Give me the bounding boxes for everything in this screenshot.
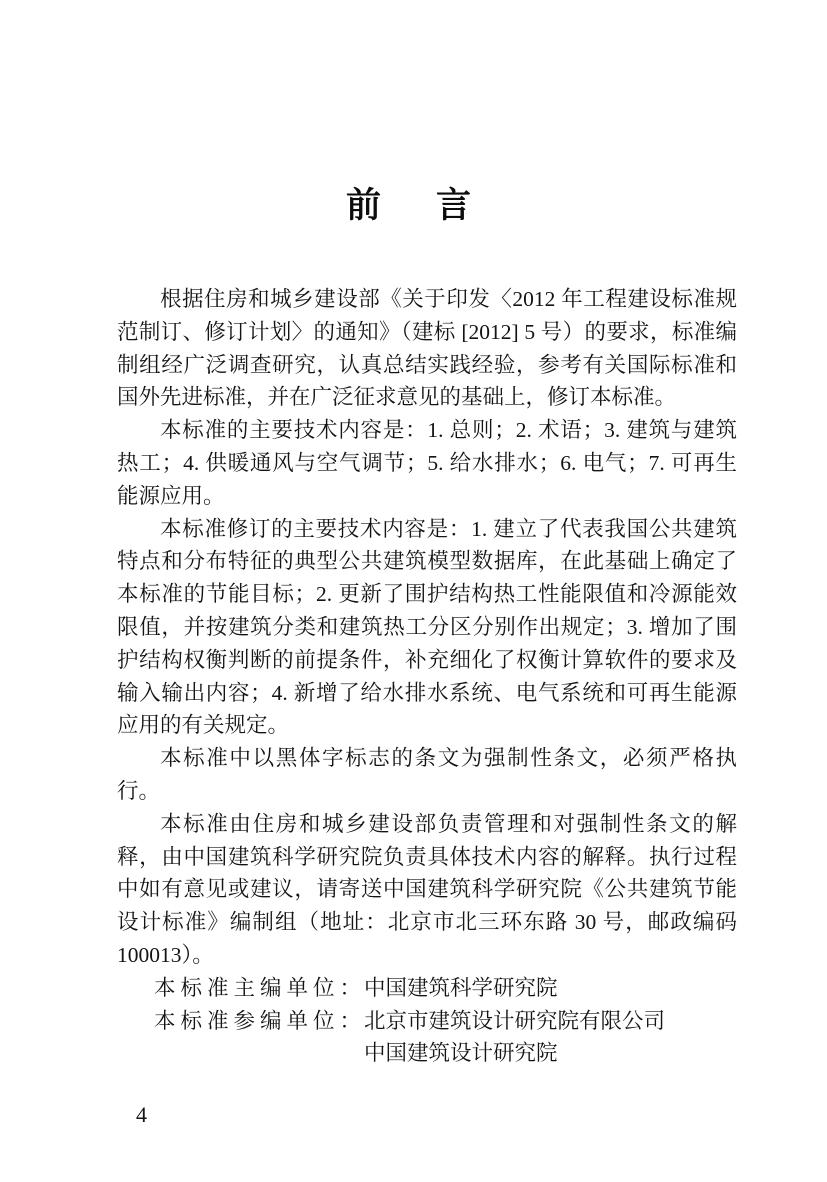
- paragraph-basis: 根据住房和城乡建设部《关于印发〈2012 年工程建设标准规范制订、修订计划〉的通知》（建标 [2012] 5 号）的要求，标准编制组经广泛调查研究，认真总结实践经验，参考有关国际标准和国外先进标准，并在广泛征求意见的基础上，修订本标准。: [117, 287, 737, 410]
- paragraph-revision-contents: 本标准修订的主要技术内容是：1. 建立了代表我国公共建筑特点和分布特征的典型公共建筑模型数据库，在此基础上确定了本标准的节能目标；2. 更新了围护结构热工性能限值和冷源能效限值，并按建筑分类和建筑热工分区分别作出规定；3. 增加了围护结构权衡判断的前提条件，补充细化了权衡计算软件的要求及输入输出内容；4. 新增了给水排水系统、电气系统和可再生能源应用的有关规定。: [117, 516, 737, 738]
- participating-value-2: 中国建筑设计研究院: [364, 1041, 558, 1066]
- page-title: 前 言: [345, 186, 481, 225]
- chief-editor-label: 本标准主编单位：: [154, 975, 367, 1000]
- paragraph-main-contents: 本标准的主要技术内容是：1. 总则；2. 术语；3. 建筑与建筑热工；4. 供暖通风与空气调节；5. 给水排水；6. 电气；7. 可再生能源应用。: [117, 418, 737, 508]
- credit-row-chief-editor: [117, 972, 737, 1005]
- participating-value-1: 北京市建筑设计研究院有限公司: [364, 1008, 666, 1033]
- body-text: [117, 283, 737, 1070]
- paragraph-mandatory-clauses: 本标准中以黑体字标志的条文为强制性条文，必须严格执行。: [117, 746, 737, 803]
- credit-row-participating: [117, 1005, 737, 1038]
- page-number: 4: [136, 1102, 147, 1127]
- credit-row-participating-cont: [117, 1037, 737, 1070]
- credit-label-spacer: [154, 1037, 364, 1070]
- chief-editor-value: 中国建筑科学研究院: [364, 975, 558, 1000]
- participating-label: 本标准参编单位：: [154, 1008, 367, 1033]
- paragraph-administration: 本标准由住房和城乡建设部负责管理和对强制性条文的解释，由中国建筑科学研究院负责具体技术内容的解释。执行过程中如有意见或建议，请寄送中国建筑科学研究院《公共建筑节能设计标准》编制组（地址：北京市北三环东路 30 号，邮政编码 100013）。: [117, 811, 737, 967]
